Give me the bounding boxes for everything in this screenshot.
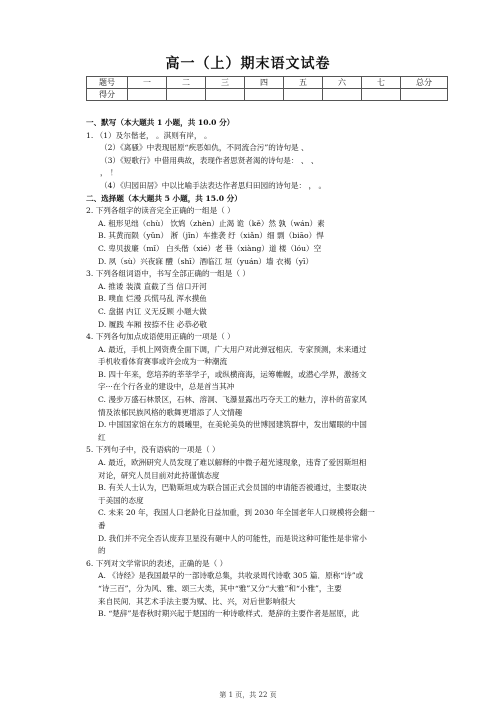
score-header-cell: 五 bbox=[284, 77, 323, 89]
question-text: B. 有关人士认为，巴勒斯坦成为联合国正式会员国的申请能否被通过，主要取决 bbox=[98, 483, 367, 493]
score-header-cell: 六 bbox=[323, 77, 362, 89]
question-stem: 1. （1）及尔偕老， 。淇则有岸， 。 bbox=[86, 130, 212, 140]
score-header-cell: 总分 bbox=[401, 77, 448, 89]
score-table bbox=[86, 76, 448, 101]
exam-content bbox=[86, 117, 426, 621]
question-text: A. 推诿 装潢 直截了当 信口开河 bbox=[98, 281, 207, 291]
question-text: （3）《短歌行》中借用典故，表现作者思贤者渴的诗句是： 、 、 bbox=[100, 155, 319, 165]
question-text: 来自民间．其艺术手法主要为赋、比、兴，对后世影响很大 bbox=[98, 596, 296, 606]
score-table-header-row bbox=[87, 77, 448, 89]
page-footer: 第 1 页，共 22 页 bbox=[219, 691, 277, 699]
score-cell bbox=[128, 89, 167, 101]
question-text: C. 漫步万盛石林景区，石林、溶洞、飞瀑显露出巧夺天工的魅力，淳朴的苗家风 bbox=[98, 395, 367, 405]
question-text: A. 最近，手机上网资费全面下调，广大用户对此弹冠相庆．专家预测，未来通过 bbox=[98, 344, 367, 354]
score-cell bbox=[284, 89, 323, 101]
section-heading: 一、默写（本大题共 1 小题，共 10.0 分） bbox=[86, 118, 235, 127]
question-text: D. 中国国家馆在东方的晨曦里，在美轮美奂的世博园建筑群中，发出耀眼的中国 bbox=[98, 420, 367, 430]
question-text: C. 盘据 内讧 义无反顾 小题大做 bbox=[98, 306, 207, 316]
question-text: B. 噗血 烂漫 兵慌马乱 浑水摸鱼 bbox=[98, 294, 207, 304]
question-text: （4）《归园田居》中以比喻手法表达作者思归田园的诗句是： ， 。 bbox=[100, 180, 327, 190]
question-text: “诗三百”，分为风、雅、颂三大类，其中“雅”又分“大雅”和“小雅”，主要 bbox=[98, 583, 342, 593]
score-table-score-row bbox=[87, 89, 448, 101]
question-text: B. 四十年来，您培养的莘莘学子，或纵横商海，运筹帷幄，或潜心学界，激扬文 bbox=[98, 369, 367, 379]
question-text: 红 bbox=[98, 432, 106, 442]
score-header-cell: 四 bbox=[245, 77, 284, 89]
score-header-cell: 题号 bbox=[87, 77, 128, 89]
score-header-cell: 一 bbox=[128, 77, 167, 89]
question-text: 情及浓郁民族风格的歌舞更增添了人文情趣 bbox=[98, 407, 243, 417]
question-stem: 4. 下列各句加点成语使用正确的一项是（ ） bbox=[86, 332, 235, 342]
section-heading: 二、选择题（本大题共 5 小题，共 15.0 分） bbox=[86, 193, 242, 203]
question-text: D. 我们并不完全否认废弃卫星没有砸中人的可能性，而是说这种可能性是非常小 bbox=[98, 533, 367, 543]
score-cell bbox=[167, 89, 206, 101]
question-text: 字···在个行各业的建设中，总是首当其冲 bbox=[98, 382, 235, 392]
score-cell bbox=[206, 89, 245, 101]
score-row-label: 得分 bbox=[87, 89, 128, 101]
question-text: B. “楚辞”是春秋时期兴起于楚国的一种诗歌样式．楚辞的主要作者是屈原，此 bbox=[98, 609, 360, 619]
question-text: C. 未来 20 年，我国人口老龄化日益加重，到 2030 年全国老年人口规模将会翻一 bbox=[98, 508, 375, 518]
score-cell bbox=[245, 89, 284, 101]
question-text: 于美国的态度 bbox=[98, 495, 144, 505]
question-text: 手机收看体育赛事或许会成为一种潮流 bbox=[98, 357, 228, 367]
question-text: 番 bbox=[98, 521, 106, 530]
question-text: A. 《诗经》是我国最早的一部诗歌总集，共收录周代诗歌 305 篇．原称“诗”或 bbox=[98, 571, 364, 581]
question-stem: 2. 下列各组字的读音完全正确的一组是（ ） bbox=[86, 206, 235, 216]
question-text: A. 最近，欧洲研究人员发现了难以解释的中微子超光速现象，违背了爱因斯坦相 bbox=[98, 458, 367, 468]
score-cell bbox=[401, 89, 448, 101]
exam-title: 高一（上）期末语文试卷 bbox=[165, 56, 331, 72]
question-text: D. 夙（sù）兴夜寐 醴（shī）酒临江 垣（yuán）墙 衣褐（yī） bbox=[98, 256, 314, 266]
question-text: 的 bbox=[98, 546, 106, 556]
question-text: C. 卑贝拔廉（mǐ） 白头偕（xié）老 巷（xiàng）道 楼（lóu）空 bbox=[98, 243, 322, 253]
question-text: 对论，研究人员目前对此持谨慎态度 bbox=[98, 470, 220, 480]
score-header-cell: 七 bbox=[362, 77, 401, 89]
question-stem: 3. 下列各组词语中，书写全部正确的一组是（ ） bbox=[86, 269, 250, 279]
score-header-cell: 三 bbox=[206, 77, 245, 89]
question-stem: 6. 下列对文学常识的表述，正确的是（ ） bbox=[86, 558, 228, 568]
question-stem: 5. 下列句子中，没有语病的一项是（ ） bbox=[86, 445, 220, 455]
question-text: （2）《离骚》中表现屈原“疾恶如仇，不同流合污”的诗句是 、 bbox=[100, 143, 309, 153]
question-text: D. 履践 车厢 按捺不住 必恭必敬 bbox=[98, 319, 208, 329]
score-cell bbox=[323, 89, 362, 101]
question-text: ， ！ bbox=[100, 168, 118, 178]
score-header-cell: 二 bbox=[167, 77, 206, 89]
question-text: B. 其黄而陨（yǔn） 淅（jǐn）车推袭 纡（xiǎn）细 剽（biāo）悍 bbox=[98, 231, 324, 241]
question-text: A. 租形见绌（chù） 饮鸩（zhèn）止渴 诡（kě）然 孰（wán）素 bbox=[98, 218, 325, 228]
score-cell bbox=[362, 89, 401, 101]
